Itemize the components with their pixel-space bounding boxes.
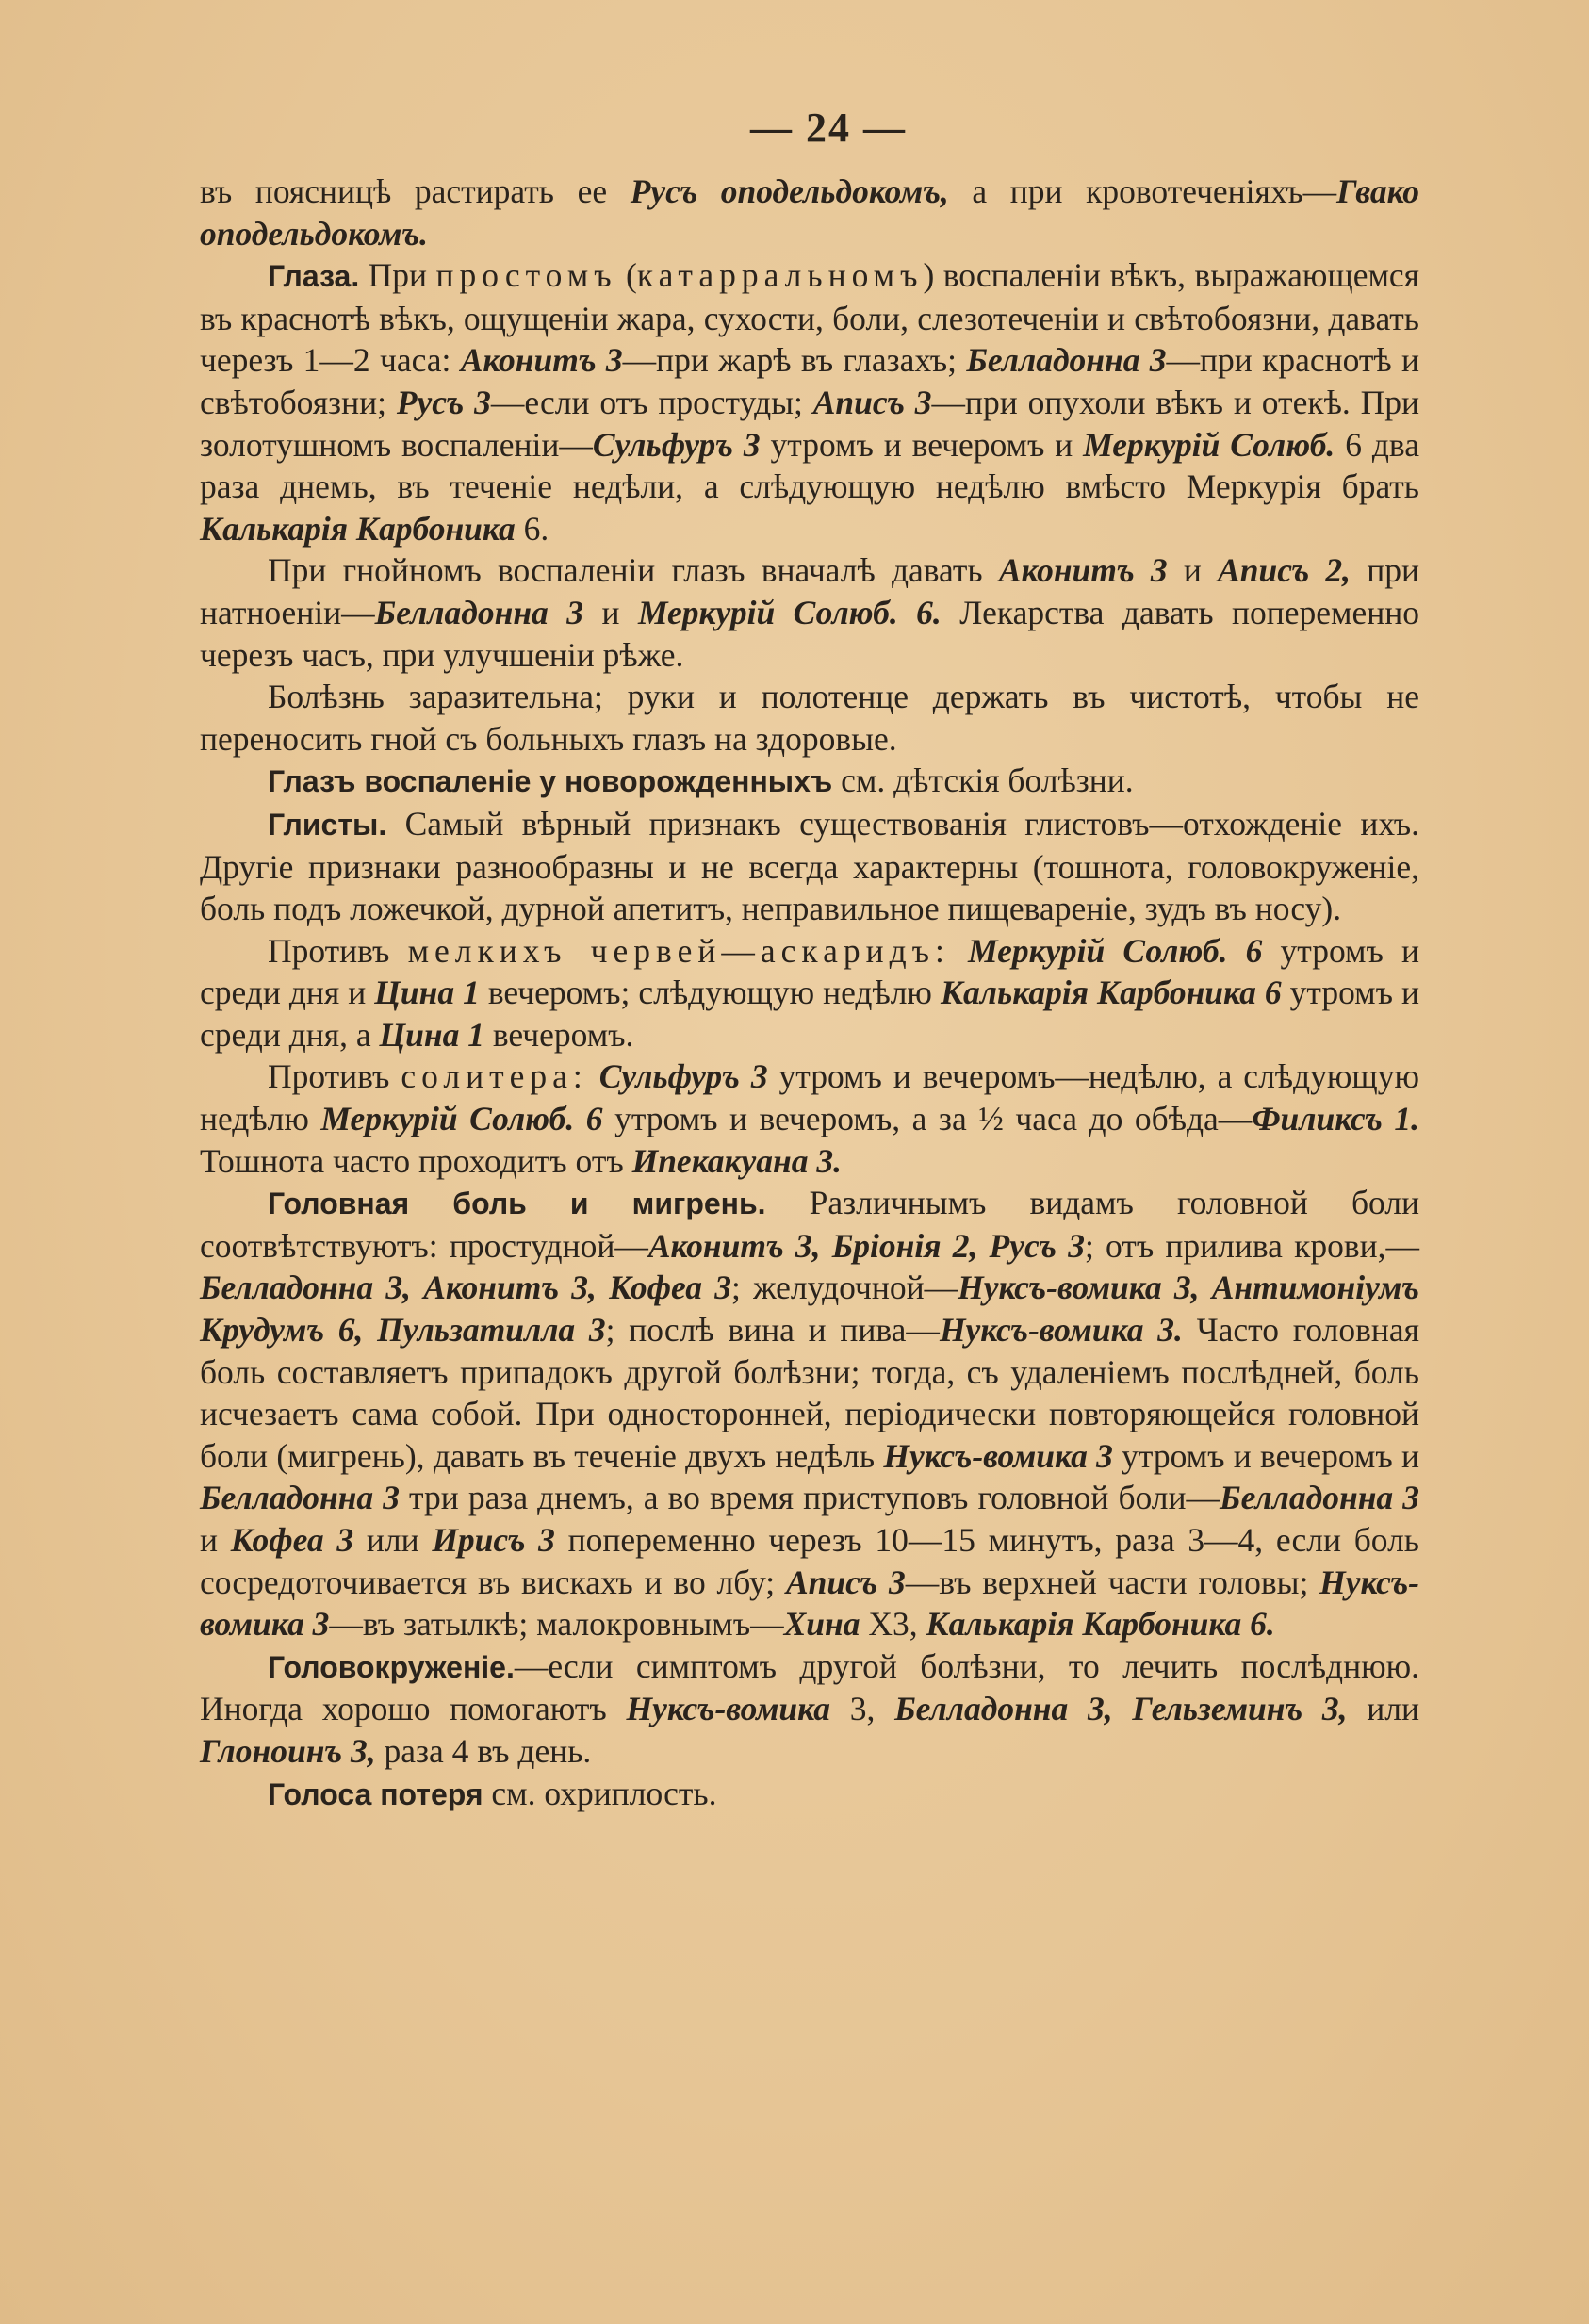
text-run: попеременно черезъ 10—15 минутъ, раза 3—4, если боль сосредоточивается въ вискахъ и во лбу; [200, 1521, 1419, 1601]
remedy-name: Русъ оподельдокомъ, [630, 172, 949, 210]
remedy-name: Нуксъ-вомика 3, Антимоніумъ Крудумъ 6, Пульзатилла 3 [200, 1268, 1419, 1350]
text-run: —при краснотѣ и свѣтобоязни; [200, 341, 1420, 421]
text-run: ; послѣ вина и пива— [605, 1311, 940, 1350]
remedy-name: Филиксъ 1. [1252, 1100, 1420, 1138]
remedy-name: Ирисъ 3 [432, 1521, 555, 1559]
text-run: а при кровотеченіяхъ— [948, 172, 1337, 210]
text-run: Различнымъ видамъ головной боли соотвѣтствуютъ: простудной— [200, 1184, 1420, 1265]
page-number: — 24 — [750, 105, 907, 151]
remedy-name: Меркурій Солюб. [1083, 425, 1335, 464]
remedy-name: Аконитъ 3, Бріонія 2, Русъ 3 [647, 1226, 1085, 1265]
text-run: Лекарства давать попеременно черезъ часъ, при улучшеніи рѣже. [200, 593, 1420, 674]
text-run: Тошнота часто проходитъ отъ [200, 1141, 632, 1180]
text-run: —при жарѣ въ глазахъ; [622, 341, 967, 380]
paragraph-p11 [200, 1773, 1419, 1816]
text-run: Часто головная боль составляетъ припадокъ другой болѣзни; тогда, съ удаленіемъ послѣдней, боль исчезаетъ сама собой. При односторонней, періодически повторяющейся головной боли (мигрень), давать въ теченіе двухъ недѣль [200, 1311, 1419, 1475]
remedy-name: Русъ 3 [396, 383, 491, 421]
text-run: раза 4 въ день. [375, 1731, 592, 1770]
text-run [588, 1057, 599, 1095]
paragraph-p3 [200, 549, 1419, 676]
text-run: —если симптомъ другой болѣзни, то лечить послѣднюю. Иногда хорошо помогаютъ [200, 1646, 1419, 1728]
spaced-term: солитера: [401, 1057, 588, 1096]
text-run: утромъ и вечеромъ и [1112, 1436, 1419, 1475]
text-run: —при опухоли вѣкъ и отекѣ. При золотушномъ воспаленіи— [200, 383, 1419, 464]
spaced-term: мелкихъ червей—аскаридъ: [407, 931, 950, 970]
remedy-name: Нуксъ-вомика 3. [939, 1311, 1183, 1350]
text-run: утромъ и вечеромъ и [760, 425, 1084, 464]
text-run: или [353, 1521, 433, 1559]
text-run: вечеромъ; слѣдующую недѣлю [479, 974, 941, 1012]
text-run: при натноеніи— [200, 551, 1419, 631]
text-run: утромъ и среди дня, а [200, 974, 1420, 1054]
remedy-name: Белладонна 3 [966, 341, 1167, 380]
text-run: вечеромъ. [483, 1015, 634, 1054]
remedy-name: Аконитъ 3 [460, 341, 623, 380]
text-run: ) воспаленіи вѣкъ, выражающемся въ краснотѣ вѣкъ, ощущеніи жара, сухости, боли, слезотеченіи и свѣтобоязни, давать черезъ 1—2 часа: [200, 256, 1420, 380]
text-run: три раза днемъ, а во время приступовъ головной боли— [399, 1479, 1220, 1517]
spaced-term: катарральномъ [636, 256, 924, 295]
remedy-name: Цина 1 [374, 974, 480, 1012]
text-run: ; отъ прилива крови,— [1084, 1226, 1419, 1265]
heading-term: Глисты. [268, 807, 387, 842]
text-run: При гнойномъ воспаленіи глазъ вначалѣ давать [268, 551, 999, 590]
text-run: и [583, 593, 638, 631]
text-run: Противъ [268, 1057, 401, 1096]
remedy-name: Калькарія Карбоника [200, 509, 516, 548]
paragraph-p6 [200, 803, 1419, 930]
paragraph-p10 [200, 1645, 1419, 1773]
text-run: 3, [830, 1690, 895, 1728]
spaced-term: простомъ [435, 256, 617, 295]
heading-term: Голоса потеря [268, 1776, 483, 1811]
text-run: При [359, 256, 436, 295]
heading-term: Головокруженіе. [268, 1649, 515, 1684]
heading-term: Глазъ воспаленіе у новорожденныхъ [268, 764, 833, 799]
text-run: Болѣзнь заразительна; руки и полотенце держать въ чистотѣ, чтобы не переносить гной съ больныхъ глазъ на здоровые. [200, 678, 1419, 758]
paragraph-p9 [200, 1182, 1419, 1645]
remedy-name: Цина 1 [379, 1015, 484, 1054]
remedy-name: Калькарія Карбоника 6 [940, 974, 1282, 1012]
paragraph-p1 [200, 171, 1419, 254]
text-run: —если отъ простуды; [490, 383, 813, 421]
text-run: и [1167, 551, 1219, 590]
text-run: въ поясницѣ растирать ее [200, 172, 631, 210]
text-run: см. охриплость. [483, 1774, 717, 1812]
text-run: 6 два раза днемъ, въ теченіе недѣли, а слѣдующую недѣлю вмѣсто Меркурія брать [200, 425, 1419, 506]
paragraph-p2 [200, 254, 1419, 549]
text-run: Противъ [268, 931, 408, 970]
remedy-name: Меркурій Солюб. 6 [320, 1100, 603, 1138]
remedy-name: Меркурій Солюб. 6. [637, 593, 942, 631]
remedy-name: Белладонна 3, Гельземинъ 3, [894, 1690, 1348, 1728]
page-text [200, 171, 1419, 1815]
text-run: или [1347, 1690, 1420, 1728]
text-run: —въ затылкѣ; малокровнымъ— [329, 1605, 784, 1644]
remedy-name: Сульфуръ 3 [592, 425, 761, 464]
text-run: см. дѣтскія болѣзни. [832, 761, 1134, 800]
text-run: ( [616, 256, 637, 295]
remedy-name: Белладонна 3 [200, 1479, 400, 1517]
remedy-name: Гвако оподельдокомъ. [200, 172, 1419, 253]
remedy-name: Аписъ 3 [812, 383, 932, 421]
text-run: и [200, 1521, 231, 1559]
text-run: —въ верхней части головы; [905, 1563, 1320, 1601]
heading-term: Головная боль и мигрень. [268, 1187, 766, 1221]
text-run: X3, [860, 1605, 926, 1644]
paragraph-p7 [200, 930, 1419, 1056]
remedy-name: Кофеа 3 [230, 1521, 354, 1559]
remedy-name: Нуксъ-вомика 3 [883, 1436, 1113, 1475]
remedy-name: Белладонна 3 [1220, 1479, 1419, 1517]
remedy-name: Хина [783, 1605, 860, 1644]
paragraph-p8 [200, 1056, 1419, 1182]
remedy-name: Нуксъ-вомика 3 [200, 1563, 1419, 1644]
remedy-name: Глоноинъ 3, [200, 1731, 376, 1770]
remedy-name: Белладонна 3, Аконитъ 3, Кофеа 3 [200, 1268, 731, 1307]
heading-term: Глаза. [268, 259, 360, 294]
remedy-name: Калькарія Карбоника 6. [926, 1605, 1275, 1644]
text-run: утромъ и вечеромъ—недѣлю, а слѣдующую недѣлю [200, 1057, 1419, 1138]
remedy-name: Ипекакуана 3. [631, 1141, 843, 1180]
remedy-name: Аписъ 2, [1218, 551, 1351, 590]
text-run: утромъ и среди дня и [200, 931, 1420, 1012]
text-run [950, 932, 968, 970]
remedy-name: Меркурій Солюб. 6 [968, 931, 1263, 970]
remedy-name: Белладонна 3 [374, 593, 584, 631]
paragraph-p5 [200, 760, 1419, 803]
remedy-name: Аконитъ 3 [998, 551, 1168, 590]
remedy-name: Аписъ 3 [785, 1563, 906, 1601]
text-run: ; желудочной— [731, 1268, 958, 1307]
paragraph-p4 [200, 676, 1419, 760]
text-run: Самый вѣрный признакъ существованія глистовъ—отхожденіе ихъ. Другіе признаки разнообразны и не всегда характерны (тошнота, головокруженіе, боль подъ ложечкой, дурной апетитъ, неправильное пищевареніе, зудъ въ носу). [200, 804, 1419, 928]
remedy-name: Сульфуръ 3 [598, 1057, 768, 1096]
text-run: 6. [515, 509, 549, 548]
remedy-name: Нуксъ-вомика [626, 1690, 830, 1728]
text-run: утромъ и вечеромъ, а за ½ часа до обѣда— [602, 1100, 1253, 1138]
